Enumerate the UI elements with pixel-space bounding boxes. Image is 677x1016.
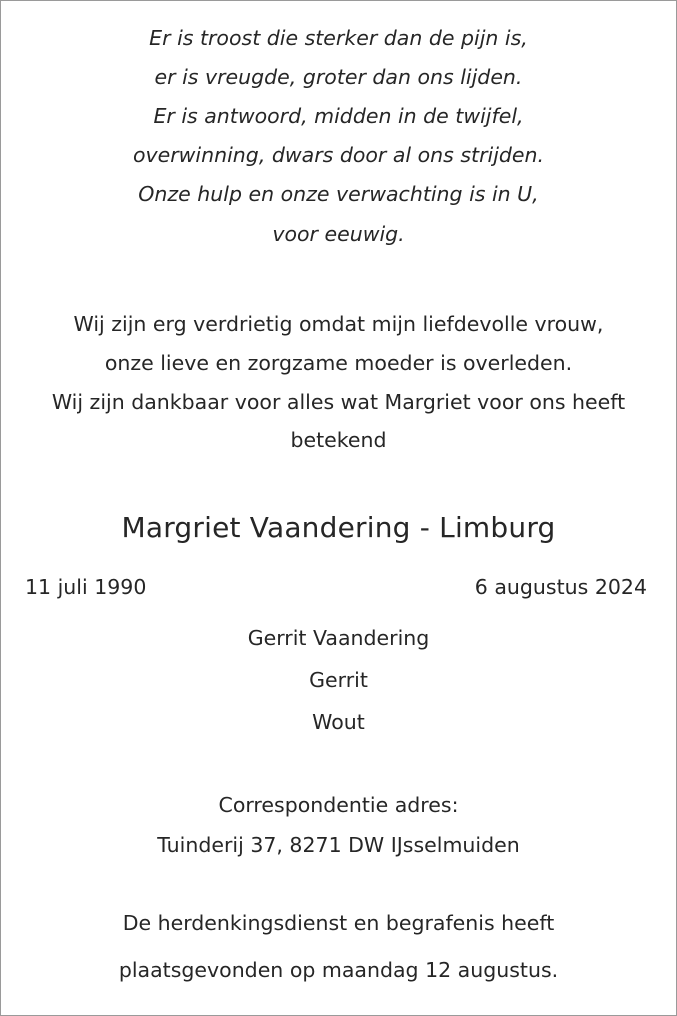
service-line: plaatsgevonden op maandag 12 augustus. [118, 958, 559, 982]
poem-line: Onze hulp en onze verwachting is in U, [138, 182, 539, 206]
poem-line: Er is antwoord, midden in de twijfel, [153, 104, 524, 128]
announcement-line: Wij zijn erg verdrietig omdat mijn liefdevolle vrouw, [73, 312, 604, 336]
correspondence-label: Correspondentie adres: [218, 793, 459, 817]
poem-line: er is vreugde, groter dan ons lijden. [154, 65, 523, 89]
announcement-line: betekend [290, 428, 387, 452]
family-member: Wout [312, 710, 365, 734]
death-date: 6 augustus 2024 [474, 575, 647, 599]
family-member: Gerrit Vaandering [247, 626, 430, 650]
deceased-name: Margriet Vaandering - Limburg [121, 511, 556, 544]
service-line: De herdenkingsdienst en begrafenis heeft [122, 911, 555, 935]
announcement-line: onze lieve en zorgzame moeder is overleden. [104, 351, 573, 375]
announcement-line: Wij zijn dankbaar voor alles wat Margriet voor ons heeft [51, 390, 626, 414]
correspondence-address: Tuinderij 37, 8271 DW IJsselmuiden [157, 833, 520, 857]
poem-line: Er is troost die sterker dan de pijn is, [149, 26, 528, 50]
poem-line: voor eeuwig. [272, 222, 405, 246]
poem-line: overwinning, dwars door al ons strijden. [132, 143, 545, 167]
family-member: Gerrit [309, 668, 368, 692]
birth-date: 11 juli 1990 [25, 575, 147, 599]
